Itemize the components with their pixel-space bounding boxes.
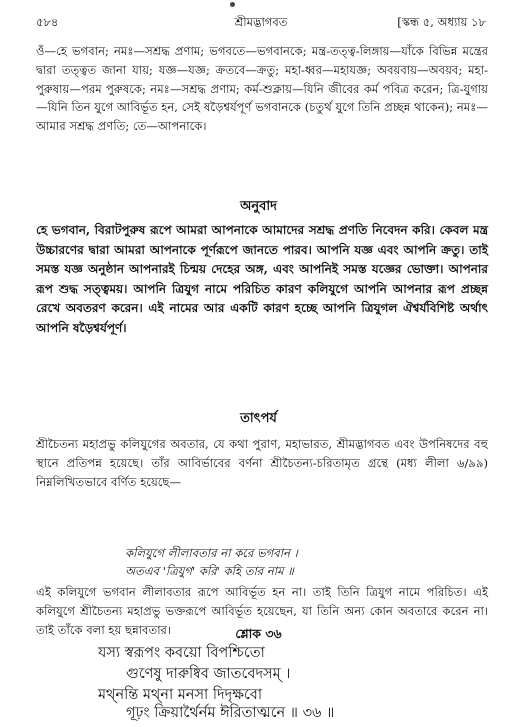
sanskrit-line: যস্য স্বরূপং কবয়ো বিপশ্চিতো bbox=[98, 645, 265, 661]
quoted-verse bbox=[125, 544, 425, 580]
chapter-reference: [স্কন্ধ ৫, অধ্যায় ১৮ bbox=[397, 15, 486, 29]
translation-text: হে ভগবান, বিরাটপুরুষ রূপে আমরা আপনাকে আমাদের সশ্রদ্ধ প্রণতি নিবেদন করি। কেবল মন্ত্র উচ্চারণের দ্বারা আমরা আপনাকে পূর্ণরূপে জানতে পারব। আপনি যজ্ঞ এবং আপনি ক্রতু। তাই সমস্ত যজ্ঞ অনুষ্ঠান আপনারই চিন্ময় দেহের অঙ্গ, এবং আপনিই সমস্ত যজ্ঞের ভোক্তা। আপনার রূপ শুদ্ধ সত্ত্বময়। আপনি ত্রিযুগ নামে পরিচিত কারণ কলিযুগে আপনি আপনার রূপ প্রচ্ছন্ন রেখে অবতরণ করেন। এই নামের আর একটি কারণ হচ্ছে আপনি ত্রিযুগল ঐশ্বর্যবিশিষ্ট অর্থাৎ আপনি ষড়ৈশ্বর্যপূর্ণ। bbox=[36, 223, 488, 335]
sanskrit-line: মথ্নন্তি মথ্না মনসা দিদৃক্ষবো bbox=[98, 687, 263, 703]
verse-heading: শ্লোক ৩৬ bbox=[235, 626, 282, 641]
sanskrit-line: গূঢ়ং ক্রিয়ার্থৈর্নম ঈরিতাত্মনে ॥ ৩৬ ॥ bbox=[126, 705, 335, 721]
quote-line: অতএব 'ত্রিযুগ' করি' কহি তার নাম ॥ bbox=[125, 564, 294, 578]
word-synonyms: ওঁ—হে ভগবান; নমঃ—সশ্রদ্ধ প্রণাম; ভগবতে—ভগবানকে; মন্ত্র-তত্ত্ব-লিঙ্গায়—যাঁকে বিভিন্ন মন্ত্রের দ্বারা তত্ত্বত জানা যায়; যজ্ঞ—যজ্ঞ; ক্রতবে—ক্রতু; মহা-ধ্বর—মহাযজ্ঞ; অবয়বায়—অবয়ব; মহা-পুরুষায়—পরম পুরুষকে; নমঃ—সশ্রদ্ধ প্রণাম; কর্ম-শুক্লায়—যিনি জীবের কর্ম পবিত্র করেন; ত্রি-যুগায়—যিনি তিন যুগে আবির্ভূত হন, সেই ষড়ৈশ্বর্যপূর্ণ ভগবানকে (চতুর্থ যুগে তিনি প্রচ্ছন্ন থাকেন); নমঃ—আমার সশ্রদ্ধ প্রণতি; তে—আপনাকে। bbox=[36, 44, 488, 134]
ink-dot bbox=[230, 2, 235, 7]
page-number: ৫৮৪ bbox=[36, 15, 59, 29]
sanskrit-line: গুণেষু দারুষ্বিব জাতবেদসম্ । bbox=[126, 666, 291, 682]
translation-heading: অনুবাদ bbox=[240, 199, 277, 214]
quote-line: কলিযুগে লীলাবতার না করে ভগবান । bbox=[125, 546, 298, 560]
book-title: শ্রীমদ্ভাগবত bbox=[234, 15, 288, 29]
purport-body: এই কলিযুগে ভগবান লীলাবতার রূপে আবির্ভূত হন না। তাই তিনি ত্রিযুগ নামে পরিচিত। এই কলিযুগে শ্রীচৈতন্য মহাপ্রভু ভক্তরূপে আবির্ভূত হয়েছেন, যা তিনি অন্য কোন অবতারে করেন না। তাই তাঁকে বলা হয় ছন্নাবতার। bbox=[36, 585, 488, 637]
page-header bbox=[36, 14, 486, 34]
purport-intro: শ্রীচৈতন্য মহাপ্রভু কলিযুগের অবতার, যে কথা পুরাণ, মহাভারত, শ্রীমদ্ভাগবত এবং উপনিষদের বহু স্থানে প্রতিপন্ন হয়েছে। তাঁর আবির্ভাবের বর্ণনা শ্রীচৈতন্য-চরিতামৃত গ্রন্থে (মধ্য লীলা ৬/৯৯) নিম্নলিখিতভাবে বর্ণিত হয়েছে— bbox=[36, 437, 488, 489]
purport-heading: তাৎপর্য bbox=[240, 411, 277, 426]
